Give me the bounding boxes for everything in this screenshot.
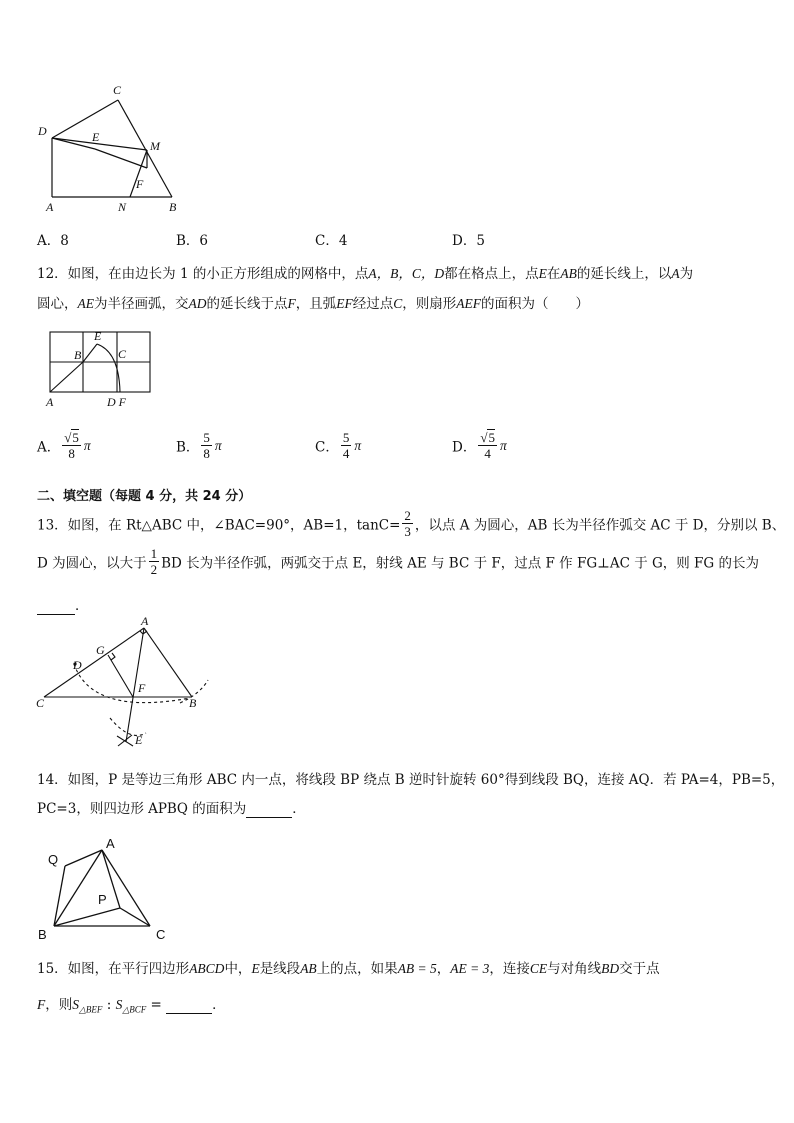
section-fill-in-title: 二、填空题（每题 4 分，共 24 分） <box>37 489 252 504</box>
q12-option-c-frac: $\frac{5}{4}$ <box>342 430 350 461</box>
q11-option-c[interactable] <box>315 229 347 249</box>
q15-line1: 15．如图，在平行四边形ABCD中，E是线段AB上的点，如果AB = 5，AE = 3，连接CE与对角线BD交于点 <box>37 961 660 977</box>
q11-diagram <box>30 78 190 218</box>
q12-option-a-letter: A． <box>37 439 61 456</box>
q11-option-d-value: 5 <box>476 233 485 249</box>
q12-option-b-frac: $\frac{5}{8}$ <box>203 430 210 461</box>
q11-label-n: N <box>118 200 127 214</box>
q11-option-c-value: 4 <box>338 233 348 249</box>
q13-label-c: C <box>36 696 45 710</box>
q11-label-c: C <box>113 83 122 97</box>
q11-option-a[interactable] <box>37 229 69 249</box>
q11-option-d[interactable] <box>452 229 485 249</box>
q12-label-df: D F <box>107 395 126 409</box>
q11-option-b-value: 6 <box>199 233 209 249</box>
q13-line3: ． <box>37 594 89 615</box>
q11-label-f: F <box>136 177 144 191</box>
q15-answer-blank[interactable] <box>166 997 212 1014</box>
q14-label-q: Q <box>48 852 59 867</box>
q13-diagram <box>30 614 220 754</box>
q11-option-a-value: 8 <box>60 233 69 249</box>
q12-option-c-letter: C． <box>315 439 339 456</box>
q12-line1: 12．如图，在由边长为 1 的小正方形组成的网格中，点A，B，C，D都在格点上，点E在AB的延长线上，以A为 <box>37 266 694 282</box>
q12-option-b-letter: B． <box>176 439 200 456</box>
q13-half-frac: $\frac{1}{2}$ <box>150 546 158 577</box>
q11-option-c-letter: C． <box>315 233 339 249</box>
q11-figure <box>30 78 190 218</box>
q13-line2: D 为圆心，以大于 $\frac{1}{2}$ BD 长为半径作弧，两弧交于点 E，射线 AE 与 BC 于 F，过点 F 作 FG⊥AC 于 G，则 FG 的长为 <box>37 546 760 577</box>
q13-label-d: D <box>73 658 82 672</box>
q14-label-p: P <box>98 892 107 907</box>
q11-label-m: M <box>150 139 160 153</box>
q12-option-d[interactable]: D． $\frac{√5}{4}$ π <box>452 430 507 461</box>
q13-answer-blank[interactable] <box>37 598 75 615</box>
q13-label-b: B <box>189 696 197 710</box>
q13-tan-frac: $\frac{2}{3}$ <box>404 508 411 539</box>
q14-label-c: C <box>156 927 166 942</box>
q12-option-a[interactable]: A． $\frac{√5}{8}$ π <box>37 430 91 461</box>
q13-figure <box>30 614 220 754</box>
q11-option-a-letter: A． <box>37 233 61 249</box>
q11-label-d: D <box>38 124 47 138</box>
q12-label-b: B <box>74 348 82 362</box>
q12-option-b[interactable]: B． $\frac{5}{8}$ π <box>176 430 222 461</box>
q15-line2: F，则$S_{\triangle BEF}$ : $S_{\triangle BCF}$ = ． <box>37 997 226 1015</box>
q13-label-e: E <box>135 733 143 747</box>
q12-option-d-letter: D． <box>452 439 477 456</box>
q12-option-a-frac: $\frac{√5}{8}$ <box>64 430 79 461</box>
q11-option-b-letter: B． <box>176 233 200 249</box>
q11-label-a: A <box>46 200 54 214</box>
q12-label-a: A <box>46 395 54 409</box>
q14-line1: 14．如图，P 是等边三角形 ABC 内一点，将线段 BP 绕点 B 逆时针旋转 60°得到线段 BQ，连接 AQ．若 PA=4，PB=5， <box>37 772 785 788</box>
q14-label-b: B <box>38 927 47 942</box>
q12-line2: 圆心，AE为半径画弧，交AD的延长线于点F，且弧EF经过点C，则扇形AEF的面积为（ ） <box>37 296 590 312</box>
q11-label-e: E <box>92 130 100 144</box>
q13-label-f: F <box>138 681 146 695</box>
q12-figure <box>40 326 160 412</box>
q12-option-c[interactable]: C． $\frac{5}{4}$ π <box>315 430 362 461</box>
q14-label-a: A <box>106 836 115 851</box>
q12-label-e: E <box>94 329 102 343</box>
q12-option-d-frac: $\frac{√5}{4}$ <box>480 430 495 461</box>
q12-label-c: C <box>118 347 127 361</box>
q11-label-b: B <box>169 200 177 214</box>
q14-line2: PC=3，则四边形 APBQ 的面积为 ． <box>37 801 306 817</box>
q13-label-a: A <box>141 614 149 628</box>
q13-label-g: G <box>96 643 105 657</box>
q12-diagram <box>40 326 160 412</box>
q11-option-b[interactable] <box>176 229 208 249</box>
q14-figure <box>32 832 172 944</box>
q13-line1: 13．如图，在 Rt△ABC 中，∠BAC=90°，AB=1，tanC= $\frac{2}{3}$ ，以点 A 为圆心，AB 长为半径作弧交 AC 于 D，分别以 B、 <box>37 508 786 539</box>
q14-answer-blank[interactable] <box>246 801 292 818</box>
q14-diagram <box>32 832 172 944</box>
q11-option-d-letter: D． <box>452 233 477 249</box>
